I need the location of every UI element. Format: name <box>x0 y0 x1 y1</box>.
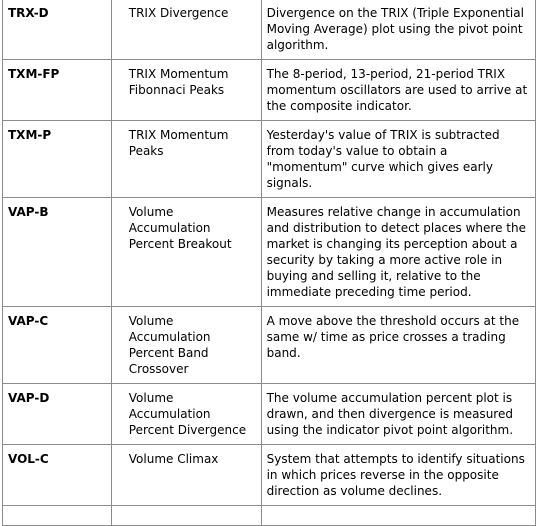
indicator-description: The 8-period, 13-period, 21-period TRIX momentum oscillators are used to arrive at the composite indicator. <box>261 60 535 121</box>
table-row <box>3 0 536 60</box>
indicator-name <box>111 506 261 526</box>
indicator-code <box>3 506 112 526</box>
indicator-code: VAP-C <box>3 307 112 384</box>
indicator-description: The volume accumulation percent plot is drawn, and then divergence is measured using the indicator pivot point algorithm. <box>261 384 535 445</box>
indicator-description: Measures relative change in accumulation and distribution to detect places where the market is changing its perception about a security by taking a more active role in buying and selling it, relative to the immediate preceding time period. <box>261 198 535 307</box>
indicator-name: TRIX Divergence <box>111 0 261 60</box>
table-row <box>3 307 536 384</box>
indicator-description: A move above the threshold occurs at the same w/ time as price crosses a trading band. <box>261 307 535 384</box>
indicator-code: TRX-D <box>3 0 112 60</box>
table-row <box>3 60 536 121</box>
indicator-description: Yesterday's value of TRIX is subtracted from today's value to obtain a "momentum" curve which gives early signals. <box>261 121 535 198</box>
indicator-code: TXM-P <box>3 121 112 198</box>
indicator-description <box>261 506 535 526</box>
indicator-code: VAP-B <box>3 198 112 307</box>
table-row <box>3 506 536 526</box>
indicator-description: System that attempts to identify situations in which prices reverse in the opposite direction as volume declines. <box>261 445 535 506</box>
indicator-table <box>2 0 536 526</box>
indicator-name: Volume Accumulation Percent Breakout <box>111 198 261 307</box>
indicator-code: VAP-D <box>3 384 112 445</box>
table-row <box>3 198 536 307</box>
indicator-description: Divergence on the TRIX (Triple Exponential Moving Average) plot using the pivot point algorithm. <box>261 0 535 60</box>
table-row <box>3 121 536 198</box>
indicator-name: TRIX Momentum Peaks <box>111 121 261 198</box>
indicator-code: VOL-C <box>3 445 112 506</box>
indicator-name: Volume Accumulation Percent Divergence <box>111 384 261 445</box>
indicator-code: TXM-FP <box>3 60 112 121</box>
indicator-name: Volume Accumulation Percent Band Crossover <box>111 307 261 384</box>
table-row <box>3 384 536 445</box>
indicator-name: TRIX Momentum Fibonnaci Peaks <box>111 60 261 121</box>
indicator-name: Volume Climax <box>111 445 261 506</box>
table-row <box>3 445 536 506</box>
